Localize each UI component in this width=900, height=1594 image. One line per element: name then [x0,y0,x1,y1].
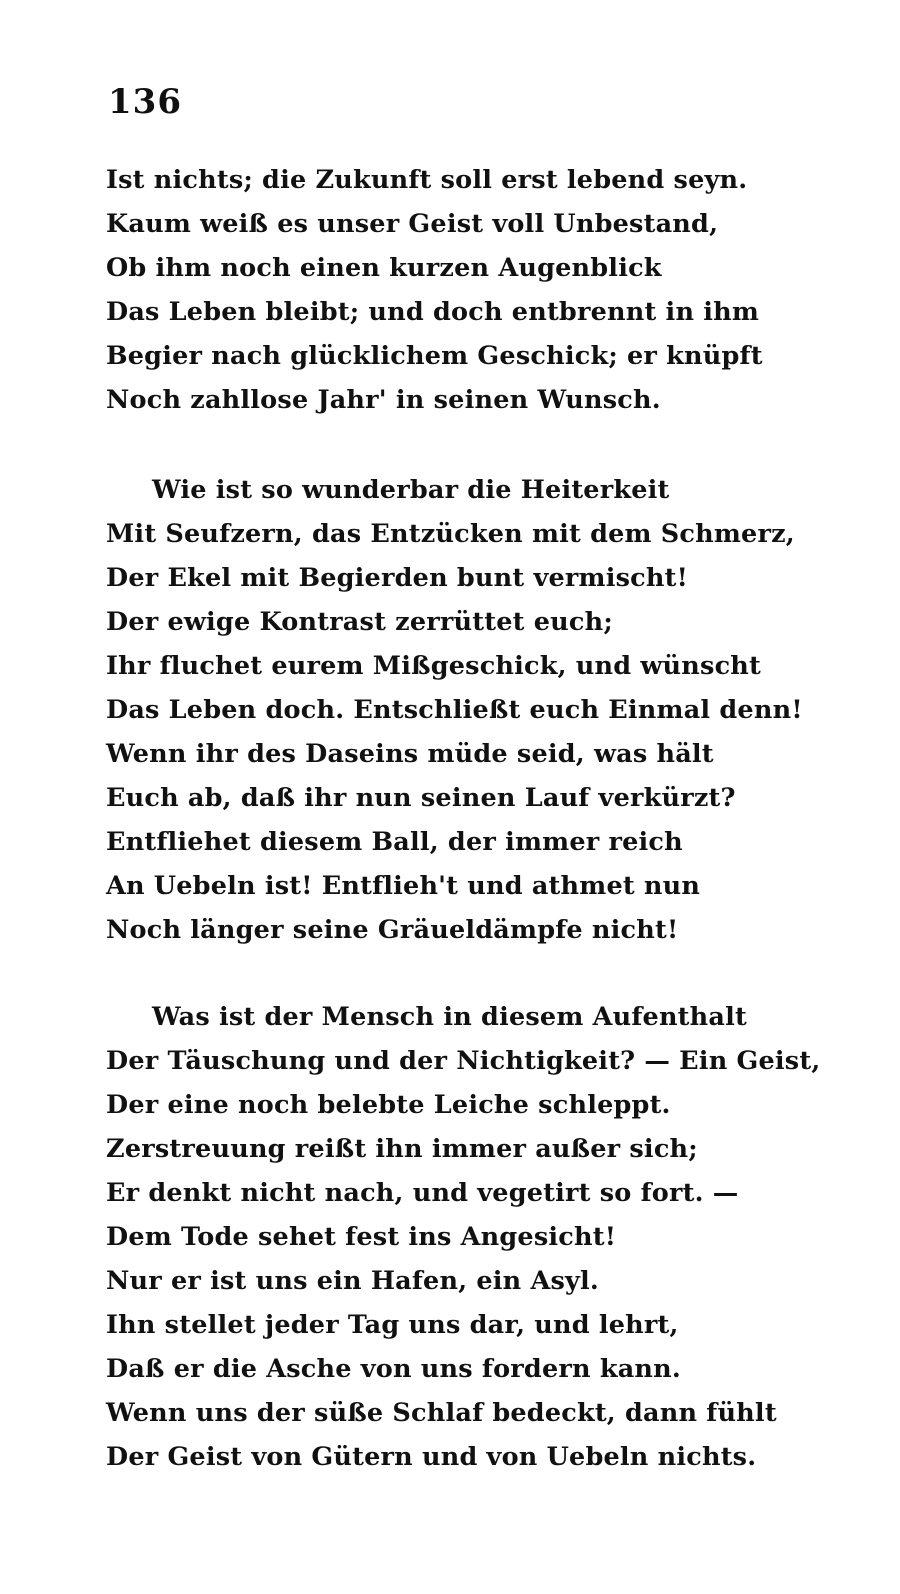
poem-line: Wie ist so wunderbar die Heiterkeit [152,475,670,505]
poem-line: Ihr fluchet eurem Mißgeschick, und wünscht [106,651,762,681]
page-number: 136 [108,82,182,122]
stanza-2 [106,468,876,952]
poem-line: Mit Seufzern, das Entzücken mit dem Schmerz, [106,519,795,549]
poem-line: Daß er die Asche von uns fordern kann. [106,1354,681,1384]
poem-line: Der eine noch belebte Leiche schleppt. [106,1090,671,1120]
poem-line: Nur er ist uns ein Hafen, ein Asyl. [106,1266,599,1296]
stanza-1 [106,158,876,422]
poem-line: Entfliehet diesem Ball, der immer reich [106,827,683,857]
poem-line: Kaum weiß es unser Geist voll Unbestand, [106,209,719,239]
poem-line: Der Täuschung und der Nichtigkeit? — Ein Geist, [106,1046,821,1076]
poem-line: An Uebeln ist! Entflieh't und athmet nun [106,871,701,901]
poem-line: Wenn ihr des Daseins müde seid, was hält [106,739,714,769]
poem-line: Noch zahllose Jahr' in seinen Wunsch. [106,385,661,415]
poem-line: Ob ihm noch einen kurzen Augenblick [106,253,662,283]
poem-line: Das Leben doch. Entschließt euch Einmal denn! [106,695,803,725]
poem-line: Wenn uns der süße Schlaf bedeckt, dann fühlt [106,1398,777,1428]
stanza-3 [106,995,876,1479]
poem-line: Zerstreuung reißt ihn immer außer sich; [106,1134,698,1164]
poem-line: Das Leben bleibt; und doch entbrennt in ihm [106,297,760,327]
poem-line: Noch länger seine Gräueldämpfe nicht! [106,915,679,945]
poem-line: Ist nichts; die Zukunft soll erst lebend seyn. [106,165,748,195]
poem-line: Der Geist von Gütern und von Uebeln nichts. [106,1442,757,1472]
poem-line: Was ist der Mensch in diesem Aufenthalt [152,1002,747,1032]
poem-line: Begier nach glücklichem Geschick; er knüpft [106,341,763,371]
poem-line: Der Ekel mit Begierden bunt vermischt! [106,563,688,593]
poem-line: Dem Tode sehet fest ins Angesicht! [106,1222,617,1252]
poem-line: Ihn stellet jeder Tag uns dar, und lehrt, [106,1310,679,1340]
poem-line: Euch ab, daß ihr nun seinen Lauf verkürzt? [106,783,736,813]
poem-line: Er denkt nicht nach, und vegetirt so fort. — [106,1178,739,1208]
poem-line: Der ewige Kontrast zerrüttet euch; [106,607,613,637]
